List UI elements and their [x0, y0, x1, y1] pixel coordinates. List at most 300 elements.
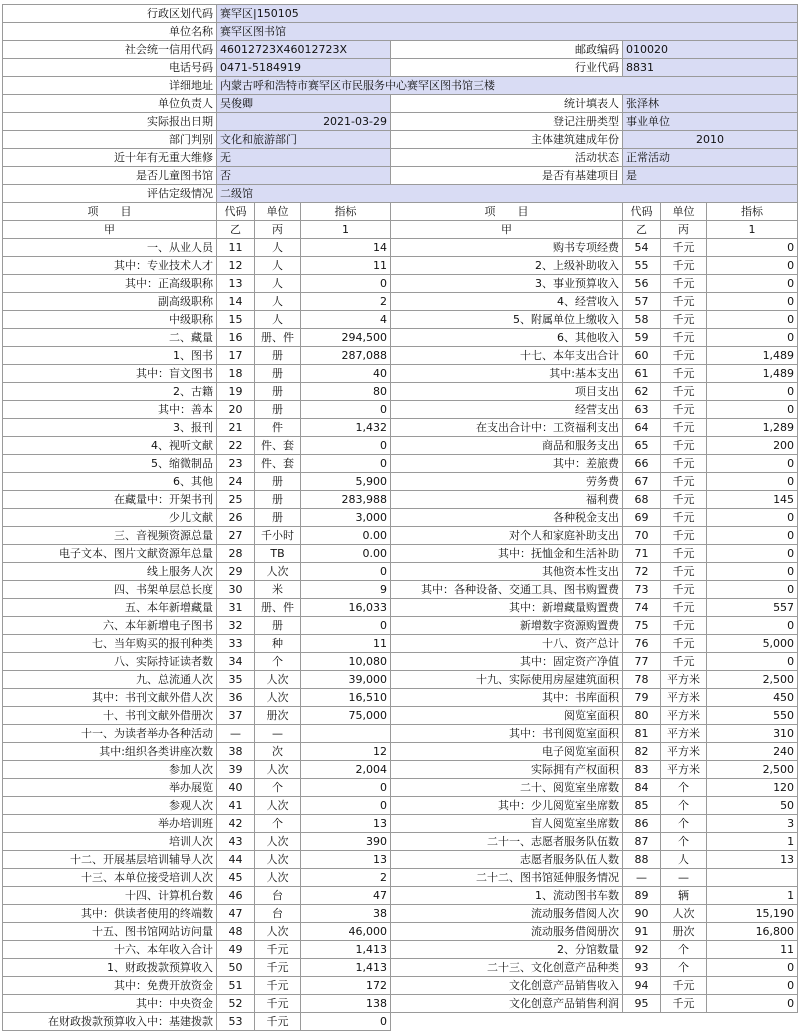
item-value: 5,900 [301, 473, 391, 491]
item-name: 3、事业预算收入 [391, 275, 623, 293]
item-name: 商品和服务支出 [391, 437, 623, 455]
item-name: 5、缩微制品 [3, 455, 217, 473]
item-value: 2,004 [301, 761, 391, 779]
item-value: 0 [301, 401, 391, 419]
info-row [3, 23, 798, 41]
item-value: 0 [301, 1013, 391, 1031]
item-unit: 千元 [661, 347, 707, 365]
info-label: 是否有基建项目 [391, 167, 623, 185]
item-unit: 千元 [661, 293, 707, 311]
item-code: 77 [623, 653, 661, 671]
item-name: 九、总流通人次 [3, 671, 217, 689]
item-name: 在财政拨款预算收入中：基建拨款 [3, 1013, 217, 1031]
item-unit: 千元 [661, 275, 707, 293]
info-value: 二级馆 [217, 185, 798, 203]
item-value: 0.00 [301, 527, 391, 545]
item-value: 172 [301, 977, 391, 995]
table-row [3, 761, 798, 779]
item-unit: 人 [255, 239, 301, 257]
item-value: 1 [707, 887, 798, 905]
table-row [3, 815, 798, 833]
item-name: 少儿文献 [3, 509, 217, 527]
item-value: 15,190 [707, 905, 798, 923]
table-row [3, 491, 798, 509]
item-unit: 次 [255, 743, 301, 761]
item-value: 75,000 [301, 707, 391, 725]
info-label: 详细地址 [3, 77, 217, 95]
item-code: 84 [623, 779, 661, 797]
item-name: 对个人和家庭补助支出 [391, 527, 623, 545]
item-name: 十二、开展基层培训辅导人次 [3, 851, 217, 869]
item-name: 流动服务借阅人次 [391, 905, 623, 923]
item-code: 63 [623, 401, 661, 419]
item-name: 十一、为读者举办各种活动 [3, 725, 217, 743]
item-name: 十七、本年支出合计 [391, 347, 623, 365]
item-code: 90 [623, 905, 661, 923]
column-subheader: 1 [707, 221, 798, 239]
column-subheader: 丙 [661, 221, 707, 239]
item-code: 93 [623, 959, 661, 977]
table-row [3, 797, 798, 815]
table-row [3, 1013, 798, 1031]
info-section [3, 5, 798, 203]
item-name: 其他资本性支出 [391, 563, 623, 581]
item-value: 0 [301, 617, 391, 635]
table-row [3, 509, 798, 527]
info-value: 8831 [623, 59, 798, 77]
item-name: 二、藏量 [3, 329, 217, 347]
item-code: 88 [623, 851, 661, 869]
table-row [3, 959, 798, 977]
item-name: 福利费 [391, 491, 623, 509]
item-code: 73 [623, 581, 661, 599]
info-label: 部门判别 [3, 131, 217, 149]
item-name: 5、附属单位上缴收入 [391, 311, 623, 329]
item-code: 67 [623, 473, 661, 491]
item-name: 十四、计算机台数 [3, 887, 217, 905]
item-value: 0 [707, 977, 798, 995]
item-unit: 人次 [255, 689, 301, 707]
item-value: 14 [301, 239, 391, 257]
item-name: 二十二、图书馆延伸服务情况 [391, 869, 623, 887]
item-value: 16,033 [301, 599, 391, 617]
item-unit: 册、件 [255, 599, 301, 617]
info-label: 社会统一信用代码 [3, 41, 217, 59]
item-unit: 千元 [661, 527, 707, 545]
item-value: 283,988 [301, 491, 391, 509]
column-header: 单位 [255, 203, 301, 221]
item-unit: 千元 [661, 401, 707, 419]
item-unit: 个 [255, 815, 301, 833]
item-code: 71 [623, 545, 661, 563]
column-header: 指标 [707, 203, 798, 221]
item-value: 0 [707, 257, 798, 275]
item-value: 0.00 [301, 545, 391, 563]
item-unit: 千元 [661, 617, 707, 635]
item-code: 50 [217, 959, 255, 977]
item-name: 十五、图书馆网站访问量 [3, 923, 217, 941]
item-code: 94 [623, 977, 661, 995]
item-code: 20 [217, 401, 255, 419]
item-value: 40 [301, 365, 391, 383]
item-unit: 平方米 [661, 743, 707, 761]
info-value: 文化和旅游部门 [217, 131, 391, 149]
item-code: 16 [217, 329, 255, 347]
table-row [3, 869, 798, 887]
item-unit: 册次 [661, 923, 707, 941]
item-code: 41 [217, 797, 255, 815]
item-unit: 台 [255, 887, 301, 905]
info-value: 46012723X46012723X [217, 41, 391, 59]
item-name: 文化创意产品销售收入 [391, 977, 623, 995]
item-code: 81 [623, 725, 661, 743]
statistics-sheet [2, 4, 797, 1031]
item-unit: 件、套 [255, 437, 301, 455]
item-unit: 册 [255, 347, 301, 365]
item-code: 34 [217, 653, 255, 671]
column-subheader-row [3, 221, 798, 239]
table-row [3, 347, 798, 365]
table-row [3, 527, 798, 545]
item-code: 59 [623, 329, 661, 347]
item-code: 36 [217, 689, 255, 707]
item-code: 87 [623, 833, 661, 851]
item-name: 二十三、文化创意产品种类 [391, 959, 623, 977]
table-row [3, 545, 798, 563]
table-row [3, 473, 798, 491]
item-name: 电子阅览室面积 [391, 743, 623, 761]
item-name: 其中：书库面积 [391, 689, 623, 707]
info-value: 赛罕区图书馆 [217, 23, 798, 41]
item-code: 86 [623, 815, 661, 833]
info-label: 行政区划代码 [3, 5, 217, 23]
info-value: 张泽林 [623, 95, 798, 113]
item-code: 22 [217, 437, 255, 455]
info-value: 2010 [623, 131, 798, 149]
column-subheader: 乙 [217, 221, 255, 239]
item-code: 17 [217, 347, 255, 365]
info-value: 010020 [623, 41, 798, 59]
table-row [3, 689, 798, 707]
info-row [3, 113, 798, 131]
item-unit: 千元 [255, 995, 301, 1013]
item-unit: 人 [255, 293, 301, 311]
info-label: 是否儿童图书馆 [3, 167, 217, 185]
item-value: 11 [301, 635, 391, 653]
item-name: 参加人次 [3, 761, 217, 779]
item-unit: — [255, 725, 301, 743]
item-value [707, 869, 798, 887]
item-code: — [623, 869, 661, 887]
item-name: 其中：抚恤金和生活补助 [391, 545, 623, 563]
item-unit: 册 [255, 491, 301, 509]
item-value: 0 [707, 311, 798, 329]
item-value: 1,413 [301, 941, 391, 959]
table-row [3, 833, 798, 851]
item-name: 十三、本单位接受培训人次 [3, 869, 217, 887]
column-header: 项 目 [3, 203, 217, 221]
item-name: 十八、资产总计 [391, 635, 623, 653]
table-row [3, 581, 798, 599]
item-code: 89 [623, 887, 661, 905]
column-subheader: 丙 [255, 221, 301, 239]
item-unit: 千元 [661, 419, 707, 437]
item-code: 21 [217, 419, 255, 437]
item-code: 62 [623, 383, 661, 401]
item-code: 55 [623, 257, 661, 275]
column-subheader: 乙 [623, 221, 661, 239]
item-code: 51 [217, 977, 255, 995]
item-name: 4、经营收入 [391, 293, 623, 311]
item-code: 79 [623, 689, 661, 707]
item-name: 盲人阅览室坐席数 [391, 815, 623, 833]
item-code: 37 [217, 707, 255, 725]
item-name: 6、其他 [3, 473, 217, 491]
item-code: 76 [623, 635, 661, 653]
item-code: 49 [217, 941, 255, 959]
item-value: 0 [707, 527, 798, 545]
item-code: 82 [623, 743, 661, 761]
item-unit: 人 [255, 311, 301, 329]
item-value: 0 [707, 509, 798, 527]
item-unit: 人 [255, 275, 301, 293]
item-code: 91 [623, 923, 661, 941]
item-unit: 个 [255, 779, 301, 797]
item-code: 15 [217, 311, 255, 329]
item-code: 29 [217, 563, 255, 581]
item-unit: 千元 [661, 473, 707, 491]
item-name: 四、书架单层总长度 [3, 581, 217, 599]
item-code: — [217, 725, 255, 743]
table-row [3, 599, 798, 617]
item-unit: 千元 [661, 635, 707, 653]
info-row [3, 5, 798, 23]
item-value: 3 [707, 815, 798, 833]
item-name: 其中：新增藏量购置费 [391, 599, 623, 617]
item-value: 1 [707, 833, 798, 851]
item-name: 其中：书刊阅览室面积 [391, 725, 623, 743]
item-value: 0 [301, 563, 391, 581]
item-unit: 件、套 [255, 455, 301, 473]
item-value: 0 [707, 959, 798, 977]
item-code: 80 [623, 707, 661, 725]
item-name: 文化创意产品销售利润 [391, 995, 623, 1013]
info-row [3, 149, 798, 167]
item-value: 240 [707, 743, 798, 761]
item-code: 45 [217, 869, 255, 887]
column-subheader: 甲 [391, 221, 623, 239]
info-value: 内蒙古呼和浩特市赛罕区市民服务中心赛罕区图书馆三楼 [217, 77, 798, 95]
item-code: 83 [623, 761, 661, 779]
item-unit: 个 [661, 797, 707, 815]
item-value: 4 [301, 311, 391, 329]
item-unit: TB [255, 545, 301, 563]
item-value: 0 [301, 437, 391, 455]
table-row [3, 707, 798, 725]
item-unit: 个 [661, 833, 707, 851]
item-name: 参观人次 [3, 797, 217, 815]
item-unit: 千元 [661, 437, 707, 455]
item-unit: 个 [661, 941, 707, 959]
table-row [3, 635, 798, 653]
info-label: 实际报出日期 [3, 113, 217, 131]
item-value: 0 [301, 275, 391, 293]
item-value: 0 [707, 275, 798, 293]
item-value: 13 [707, 851, 798, 869]
item-code: 58 [623, 311, 661, 329]
item-code: 43 [217, 833, 255, 851]
item-code: 30 [217, 581, 255, 599]
info-row [3, 167, 798, 185]
item-value: 0 [301, 797, 391, 815]
item-value: 0 [707, 563, 798, 581]
column-header-section [3, 203, 798, 239]
table-row [3, 851, 798, 869]
item-value: 13 [301, 815, 391, 833]
item-value: 0 [301, 455, 391, 473]
item-name: 其中:基本支出 [391, 365, 623, 383]
empty-cell [391, 1013, 798, 1031]
item-value: 450 [707, 689, 798, 707]
item-name: 其中：书刊文献外借人次 [3, 689, 217, 707]
table-row [3, 239, 798, 257]
item-unit: 人次 [255, 797, 301, 815]
item-value: 287,088 [301, 347, 391, 365]
item-name: 其中：中央资金 [3, 995, 217, 1013]
item-value: 1,432 [301, 419, 391, 437]
item-name: 三、音视频资源总量 [3, 527, 217, 545]
item-unit: 米 [255, 581, 301, 599]
item-value: 1,413 [301, 959, 391, 977]
item-unit: 千元 [661, 995, 707, 1013]
info-value: 无 [217, 149, 391, 167]
item-code: 12 [217, 257, 255, 275]
item-value: 47 [301, 887, 391, 905]
item-code: 46 [217, 887, 255, 905]
item-value: 9 [301, 581, 391, 599]
item-code: 57 [623, 293, 661, 311]
item-code: 11 [217, 239, 255, 257]
table-row [3, 779, 798, 797]
item-name: 1、流动图书车数 [391, 887, 623, 905]
item-unit: 千元 [661, 491, 707, 509]
item-name: 其中：少儿阅览室坐席数 [391, 797, 623, 815]
item-name: 副高级职称 [3, 293, 217, 311]
item-code: 60 [623, 347, 661, 365]
item-code: 61 [623, 365, 661, 383]
table-row [3, 617, 798, 635]
item-name: 一、从业人员 [3, 239, 217, 257]
item-code: 95 [623, 995, 661, 1013]
item-code: 26 [217, 509, 255, 527]
item-unit: 个 [661, 815, 707, 833]
item-code: 39 [217, 761, 255, 779]
item-name: 其中：差旅费 [391, 455, 623, 473]
info-value: 事业单位 [623, 113, 798, 131]
item-code: 56 [623, 275, 661, 293]
item-unit: 千元 [255, 959, 301, 977]
item-unit: 人次 [255, 761, 301, 779]
column-header: 指标 [301, 203, 391, 221]
item-code: 25 [217, 491, 255, 509]
item-name: 二十一、志愿者服务队伍数 [391, 833, 623, 851]
item-name: 4、视听文献 [3, 437, 217, 455]
indicator-section [3, 239, 798, 1031]
item-unit: 千元 [661, 653, 707, 671]
item-unit: 千元 [661, 455, 707, 473]
info-label: 近十年有无重大维修 [3, 149, 217, 167]
item-name: 阅览室面积 [391, 707, 623, 725]
item-value: 0 [707, 473, 798, 491]
item-unit: 千元 [661, 509, 707, 527]
table-row [3, 293, 798, 311]
item-value: 13 [301, 851, 391, 869]
item-value: 294,500 [301, 329, 391, 347]
item-unit: 册 [255, 383, 301, 401]
item-value: 5,000 [707, 635, 798, 653]
item-name: 二十、阅览室坐席数 [391, 779, 623, 797]
item-unit: 千元 [255, 941, 301, 959]
item-name: 劳务费 [391, 473, 623, 491]
item-value: 11 [301, 257, 391, 275]
table-row [3, 995, 798, 1013]
info-value: 0471-5184919 [217, 59, 391, 77]
item-unit: 人 [255, 257, 301, 275]
item-value: 16,510 [301, 689, 391, 707]
table-row [3, 725, 798, 743]
item-unit: 千小时 [255, 527, 301, 545]
item-code: 24 [217, 473, 255, 491]
info-row [3, 131, 798, 149]
item-name: 其中:组织各类讲座次数 [3, 743, 217, 761]
item-value: 11 [707, 941, 798, 959]
table-row [3, 905, 798, 923]
item-name: 六、本年新增电子图书 [3, 617, 217, 635]
item-name: 经营支出 [391, 401, 623, 419]
table-row [3, 455, 798, 473]
item-code: 54 [623, 239, 661, 257]
item-code: 74 [623, 599, 661, 617]
item-value: 2 [301, 869, 391, 887]
info-row [3, 77, 798, 95]
item-unit: 件 [255, 419, 301, 437]
item-code: 19 [217, 383, 255, 401]
item-code: 13 [217, 275, 255, 293]
item-name: 在支出合计中：工资福利支出 [391, 419, 623, 437]
item-unit: 人次 [255, 923, 301, 941]
item-value: 0 [707, 995, 798, 1013]
item-code: 40 [217, 779, 255, 797]
item-unit: 千元 [661, 545, 707, 563]
item-value: 1,489 [707, 347, 798, 365]
info-label: 行业代码 [391, 59, 623, 77]
item-code: 47 [217, 905, 255, 923]
item-unit: 平方米 [661, 707, 707, 725]
item-name: 2、分馆数量 [391, 941, 623, 959]
info-label: 电话号码 [3, 59, 217, 77]
item-value: 50 [707, 797, 798, 815]
report-table [2, 4, 798, 1031]
info-value: 赛罕区|150105 [217, 5, 798, 23]
item-unit: 册 [255, 509, 301, 527]
item-name: 2、上级补助收入 [391, 257, 623, 275]
item-value: 10,080 [301, 653, 391, 671]
item-name: 其中：固定资产净值 [391, 653, 623, 671]
item-value: 557 [707, 599, 798, 617]
item-name: 八、实际持证读者数 [3, 653, 217, 671]
item-code: 38 [217, 743, 255, 761]
column-header: 代码 [623, 203, 661, 221]
